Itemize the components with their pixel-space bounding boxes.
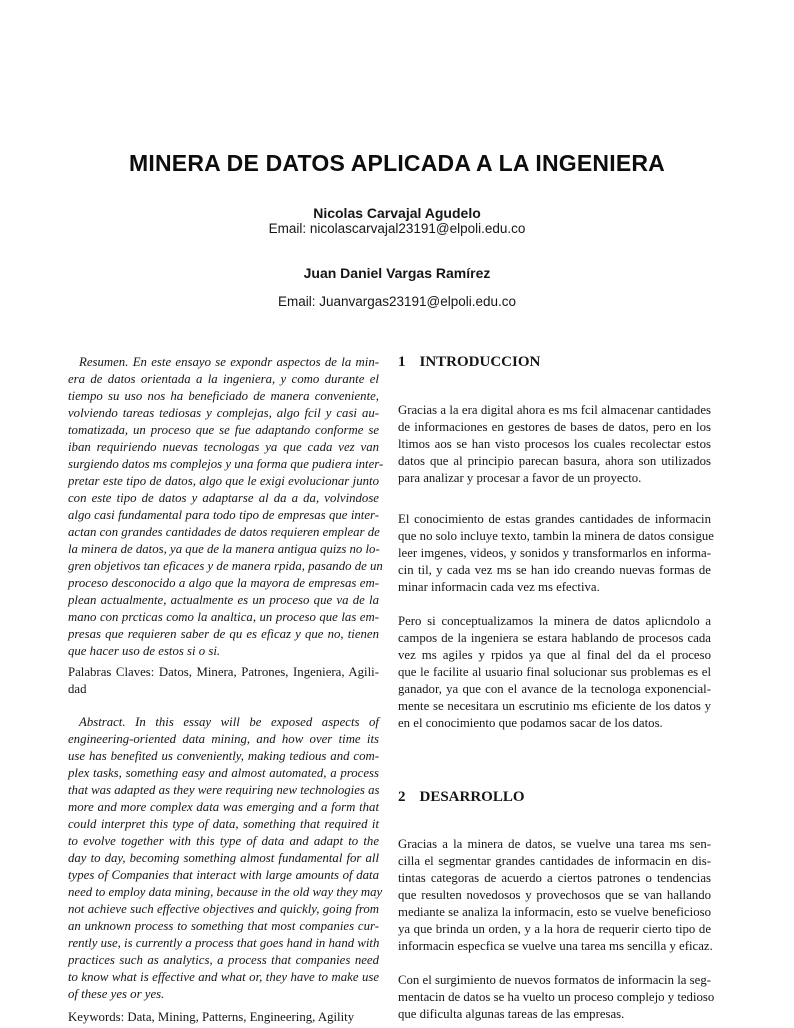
text-line: engineering-oriented data mining, and how over time its [68,732,379,746]
text-line: tiempo su uso nos ha beneficiado de manera conveniente, [68,389,379,403]
text-line: datos que al principio parecan basura, ahora son utilizados [398,454,711,468]
text-line: practices such as analytics, a process that companies need [68,953,379,967]
section-title: INTRODUCCION [419,354,541,370]
text-line: ya que brinda un orden, y a la hora de requerir cierto tipo de [398,922,711,936]
author-name: Nicolas Carvajal Agudelo [313,205,481,221]
section-heading-desarrollo [398,788,711,806]
text-line: dad [68,682,87,696]
text-line: minar informacin cada vez ms efectiva. [398,580,600,594]
text-line: en el conocimiento que podamos sacar de los datos. [398,716,663,730]
text-line: gren objetivos tan eficaces y de manera rpida, pasando de un [68,559,383,573]
text-line: surgiendo datos ms complejos y una forma que pudiera inter- [68,457,384,471]
abstract-paragraph [68,714,383,1003]
text-line: mediante se analiza la informacin, esto se vuelve beneficioso [398,905,711,919]
resumen-paragraph [68,354,384,660]
text-line: que no solo incluye texto, tambin la minera de datos consigue [398,529,714,543]
text-line: Gracias a la minera de datos, se vuelve una tarea ms sen- [398,837,711,851]
text-line: iban requiriendo nuevas tecnologas ya que cada vez van [68,440,379,454]
text-line: informacin especfica se vuelve una tarea ms sencilla y eficaz. [398,939,713,953]
text-line: mano con prcticas como la analtica, un proceso que las em- [68,610,379,624]
right-column [398,353,715,1023]
text-line: could interpret this type of data, something that required it [68,817,379,831]
text-line: day to day, becoming something almost fundamental for all [68,851,379,865]
text-line: El conocimiento de estas grandes cantidades de informacin [398,512,711,526]
text-line: Resumen. En este ensayo se expondr aspectos de la min- [79,355,379,369]
text-line: presas que requieren saber de qu es eficaz y que no, tienen [68,627,379,641]
text-line: that was adapted as they were requiring new technologies as [68,783,380,797]
text-line: tintas categoras de acuerdo a ciertos patrones o tendencias [398,871,711,885]
text-line: Keywords: Data, Mining, Patterns, Engineering, Agility [68,1010,355,1024]
text-line: leer imgenes, videos, y sonidos y transformarlos en informa- [398,546,711,560]
text-line: mente se necesitara un escrutinio ms eficiente de los datos y [398,699,711,713]
text-line: rently use, is currently a process that goes hand in hand with [68,936,380,950]
left-column [68,354,384,1026]
section-title: DESARROLLO [419,789,525,805]
text-line: actan con grandes cantidades de datos requieren emplear de [68,525,380,539]
palabras-claves [68,664,379,698]
text-line: cin til, y cada vez ms se han ido creando nuevas formas de [398,563,711,577]
body-paragraph [398,972,715,1023]
text-line: an unknown process to something that most companies cur- [68,919,379,933]
text-line: vez ms agiles y rpidos ya que al final del da el proceso [398,648,711,662]
author-email: Email: Juanvargas23191@elpoli.edu.co [277,294,517,309]
text-line: era de datos orientada a la ingeniera, y como durante el [68,372,379,386]
text-line: more and more complex data was emerging and a form that [68,800,379,814]
text-line: ganador, ya que con el avance de la tecnologa exponencial- [398,682,711,696]
text-line: algo casi fundamental para todo tipo de empresas que inter- [68,508,379,522]
text-line: que hacer uso de estos si o si. [68,644,221,658]
text-line: para analizar y procesar a favor de un proyecto. [398,471,642,485]
text-line: use has benefited us conveniently, making tedious and com- [68,749,379,763]
text-line: que le facilite al usuario final solucionar sus problemas es el [398,665,711,679]
text-line: to know what is effective and what or, they have to make use [68,970,379,984]
text-line: volviendo tareas tediosas y complejas, algo fcil y casi au- [68,406,379,420]
author-name: Juan Daniel Vargas Ramírez [303,265,491,281]
page-title: MINERA DE DATOS APLICADA A LA INGENIERA [129,150,665,176]
text-line: Abstract. In this essay will be exposed aspects of [79,715,379,729]
text-line: cilla el segmentar grandes cantidades de informacin en dis- [398,854,711,868]
text-line: proceso desconocido a algo que la mayora de empresas em- [68,576,379,590]
text-line: que resulten novedosos y provechosos que se van hallando [398,888,711,902]
text-line: que dificulta algunas tareas de las empresas. [398,1007,625,1021]
text-line: con este tipo de datos y adaptarse al da a da, volvindose [68,491,379,505]
text-line: Pero si conceptualizamos la minera de datos aplicndolo a [398,614,711,628]
text-line: Palabras Claves: Datos, Minera, Patrones, Ingeniera, Agili- [68,665,379,679]
section-heading-introduccion [398,353,711,371]
body-paragraph [398,836,711,955]
text-line: not achieve such effective objectives and quickly, going from [68,902,379,916]
section-number: 2 [398,789,406,805]
body-paragraph [398,402,711,487]
text-line: Con el surgimiento de nuevos formatos de informacin la seg- [398,973,711,987]
text-line: campos de la ingeniera se estara hablando de procesos cada [398,631,711,645]
text-line: Gracias a la era digital ahora es ms fcil almacenar cantidades [398,403,711,417]
text-line: tomatizada, un proceso que se fue adaptando conforme se [68,423,379,437]
text-line: need to employ data mining, because in the old way they may [68,885,383,899]
text-line: of these yes or yes. [68,987,165,1001]
body-paragraph [398,613,711,732]
text-line: to evolve together with this type of data and adapt to the [68,834,379,848]
text-line: ltimos aos se han visto procesos los cuales recolectar estos [398,437,711,451]
text-line: de informaciones en gestores de bases de datos, pero en los [398,420,711,434]
body-paragraph [398,511,714,596]
text-line: plean actualmente, actualmente es un proceso que va de la [68,593,379,607]
keywords [68,1009,379,1026]
text-line: pretar este tipo de datos, algo que le exigi evolucionar junto [68,474,379,488]
text-line: types of Companies that interact with large amounts of data [68,868,379,882]
section-number: 1 [398,354,406,370]
text-line: mentacin de datos se ha vuelto un proceso complejo y tedioso [398,990,715,1004]
text-line: la minera de datos, ya que de la manera antigua quizs no lo- [68,542,380,556]
author-email: Email: nicolascarvajal23191@elpoli.edu.co [268,221,526,236]
text-line: plex tasks, something easy and almost automated, a process [68,766,379,780]
